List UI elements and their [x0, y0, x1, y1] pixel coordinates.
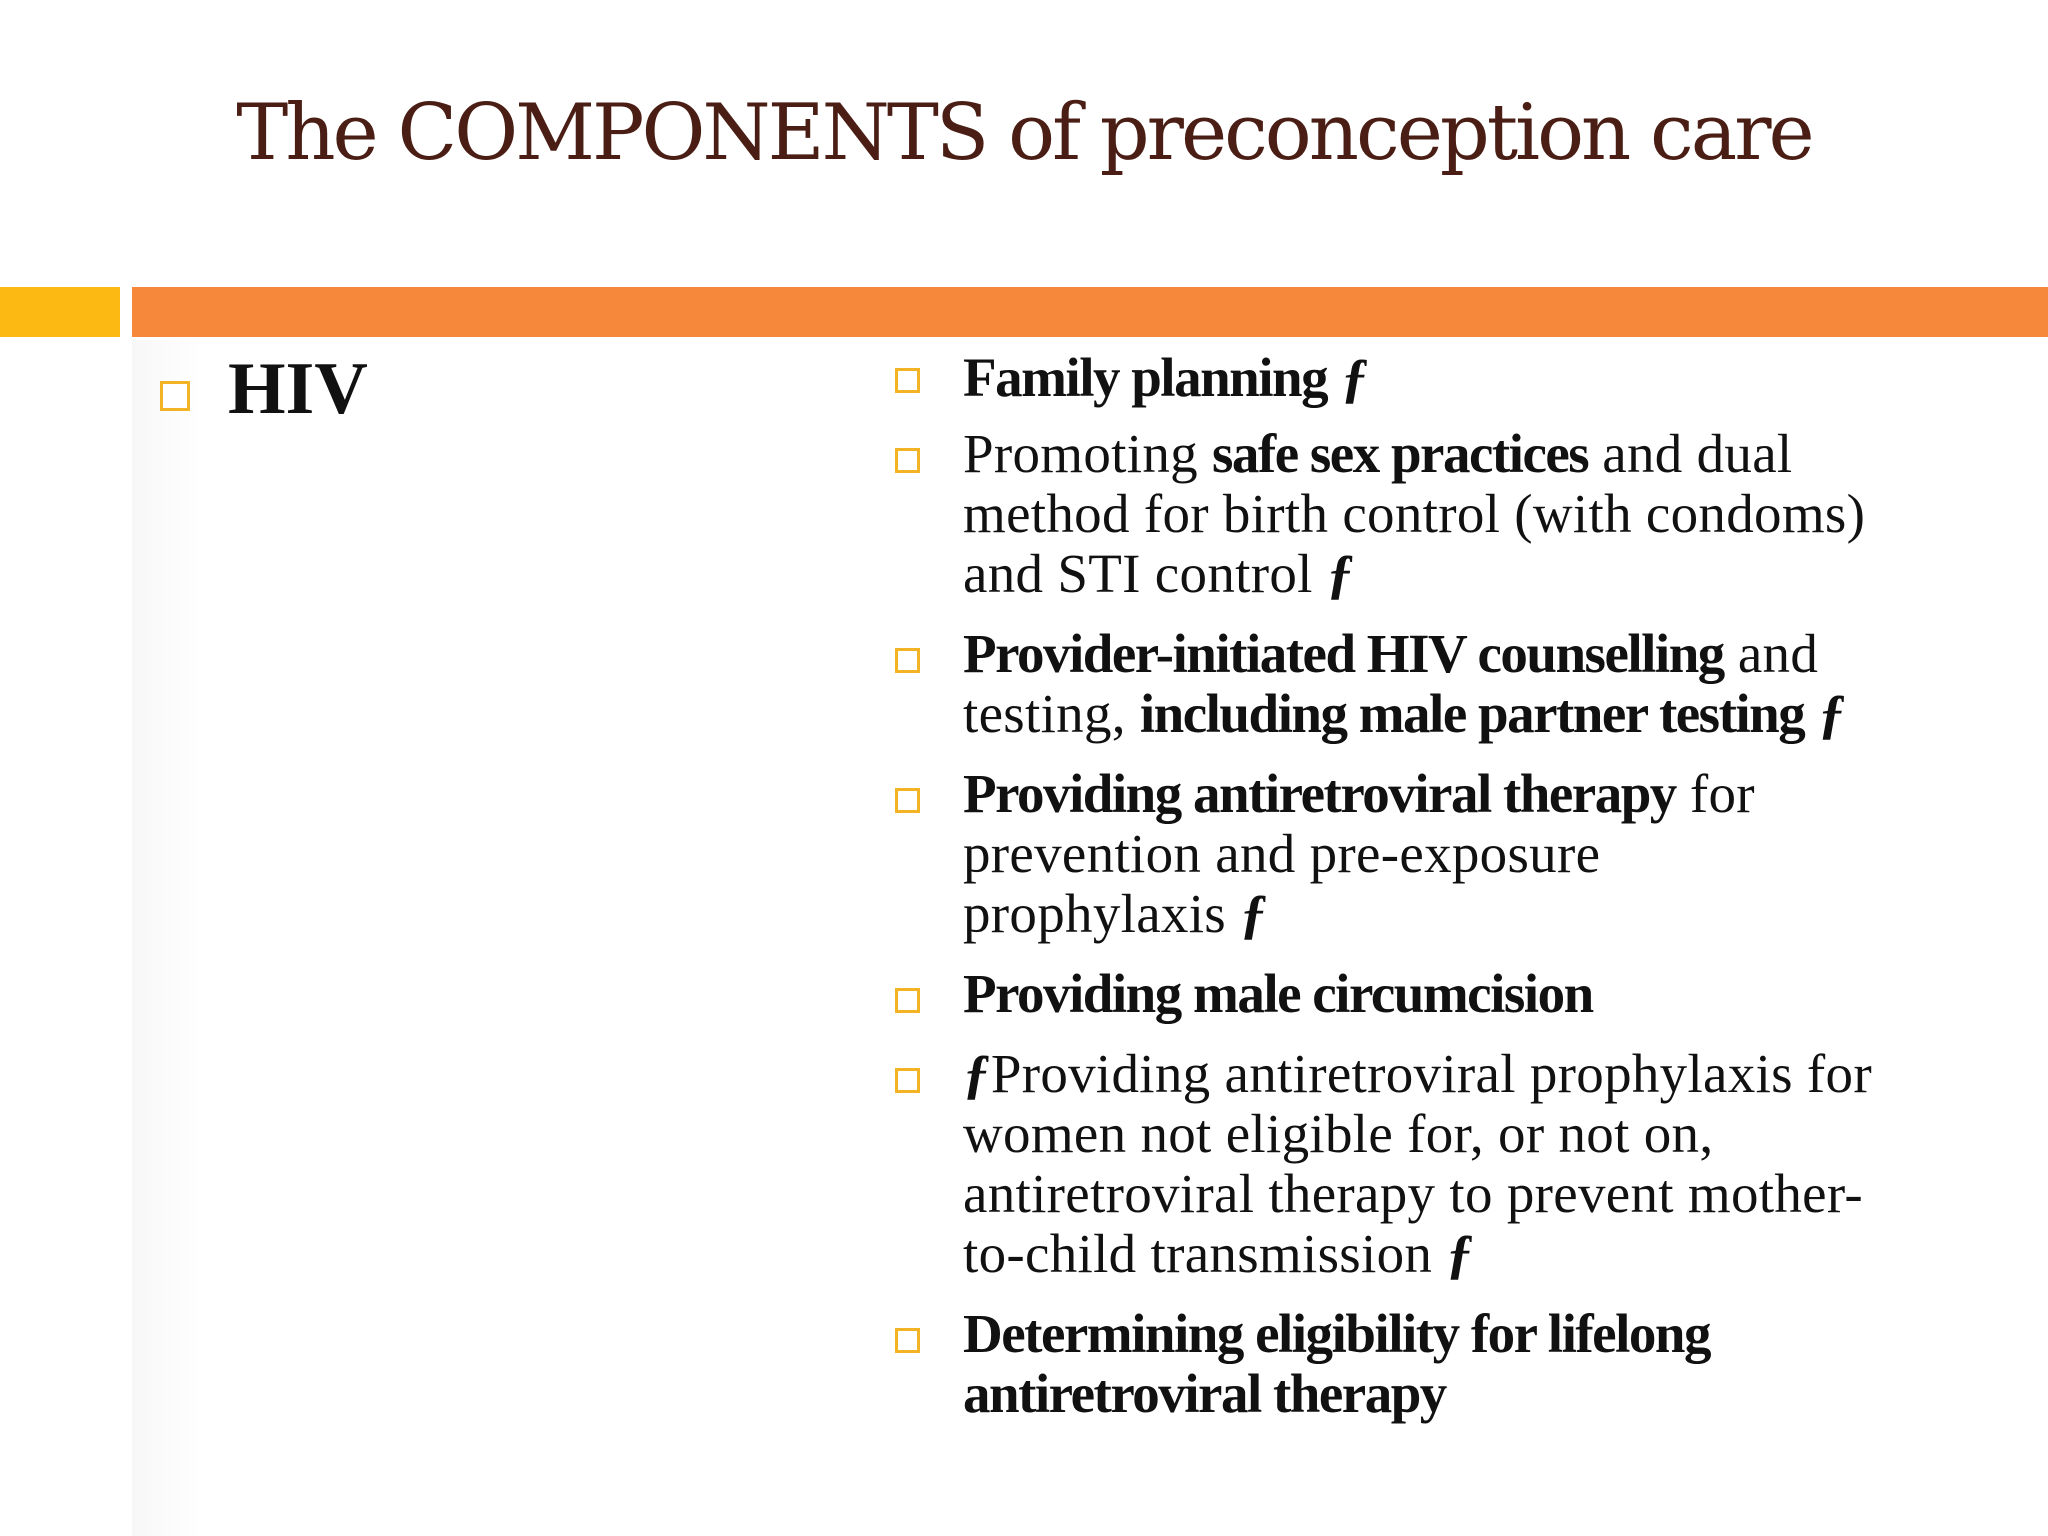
- accent-bar-orange: [132, 287, 2048, 337]
- list-item-text: [963, 764, 2043, 944]
- square-bullet-icon: [895, 988, 920, 1013]
- square-bullet-icon: [160, 381, 190, 411]
- slide-title: The COMPONENTS of preconception care: [236, 88, 1812, 178]
- text-run: Promoting: [963, 423, 1212, 484]
- list-item-text: [963, 964, 2043, 1024]
- function-glyph: ƒ: [1326, 543, 1355, 604]
- list-item-text: [963, 1044, 2043, 1284]
- bold-text-run: Provider-initiated HIV counselling: [963, 623, 1724, 684]
- function-glyph: ƒ: [963, 1043, 991, 1104]
- square-bullet-icon: [895, 648, 920, 673]
- list-item-text: [963, 424, 2043, 604]
- text-run: [1327, 347, 1341, 408]
- text-run: and dual method for birth control (with condoms) and STI control: [963, 423, 1866, 604]
- text-run: and testing,: [963, 623, 1819, 744]
- bold-text-run: safe sex practices: [1212, 423, 1589, 484]
- square-bullet-icon: [895, 448, 920, 473]
- function-glyph: ƒ: [1818, 683, 1847, 744]
- text-run: for prevention and pre-exposure prophylaxis: [963, 763, 1755, 944]
- function-glyph: ƒ: [1341, 347, 1370, 408]
- list-item-text: [963, 624, 2043, 744]
- accent-bar-yellow: [0, 287, 120, 337]
- text-run: [1804, 683, 1818, 744]
- square-bullet-icon: [895, 1068, 920, 1093]
- bold-text-run: Family planning: [963, 347, 1328, 408]
- left-bullet-item: [160, 348, 368, 430]
- list-item-text: [963, 348, 2043, 408]
- square-bullet-icon: [895, 1328, 920, 1353]
- square-bullet-icon: [895, 788, 920, 813]
- function-glyph: ƒ: [1446, 1223, 1475, 1284]
- bold-text-run: Determining eligibility for lifelong antiretroviral therapy: [963, 1303, 1710, 1424]
- left-heading: HIV: [228, 348, 368, 430]
- bold-text-run: Providing antiretroviral therapy: [963, 763, 1676, 824]
- list-item-text: [963, 1304, 2043, 1424]
- text-run: Providing antiretroviral prophylaxis for women not eligible for, or not on, antiretroviral therapy to prevent mother- to-child transmission: [963, 1043, 1872, 1284]
- function-glyph: ƒ: [1240, 883, 1268, 944]
- side-shade: [132, 340, 202, 1536]
- square-bullet-icon: [895, 368, 920, 393]
- bold-text-run: Providing male circumcision: [963, 963, 1593, 1024]
- bold-text-run: including male partner testing: [1139, 683, 1805, 744]
